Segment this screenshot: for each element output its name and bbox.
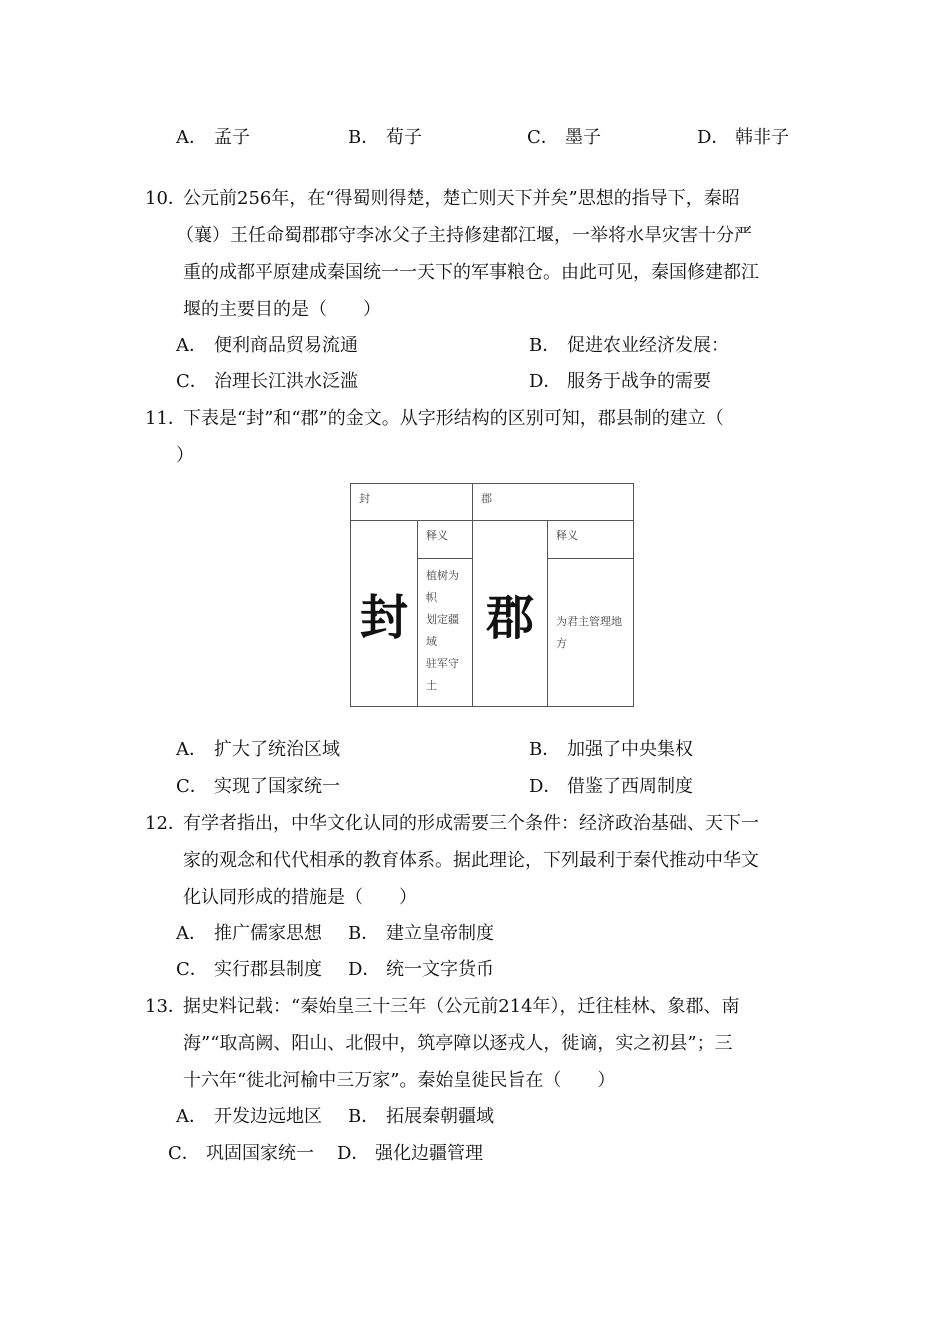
q10-option-b[interactable]: B． 促进农业经济发展：	[529, 335, 729, 356]
q11-option-c[interactable]: C． 实现了国家统一	[176, 776, 340, 797]
q12-stem-line: 家的观念和代代相承的教育体系。据此理论，下列最利于秦代推动中华文	[183, 850, 759, 871]
jinwen-table	[350, 483, 634, 707]
q10-stem-line: （襄）王任命蜀郡郡守李冰父子主持修建都江堰，一举将水旱灾害十分严	[176, 225, 752, 246]
q9-option-d[interactable]: D． 韩非子	[697, 127, 789, 148]
q12-stem-line: 有学者指出，中华文化认同的形成需要三个条件：经济政治基础、天下一	[183, 813, 759, 834]
q12-option-c[interactable]: C． 实行郡县制度	[176, 959, 322, 980]
q13-number: 13．	[145, 996, 186, 1017]
q10-stem-line: 重的成都平原建成秦国统一一天下的军事粮仓。由此可见，秦国修建都江	[183, 262, 759, 283]
meaning-label-feng: 释义	[418, 521, 473, 559]
table-header-jun: 郡	[473, 484, 634, 521]
table-header-feng: 封	[351, 484, 473, 521]
q13-option-c[interactable]: C． 巩固国家统一	[168, 1143, 314, 1164]
q12-option-b[interactable]: B． 建立皇帝制度	[348, 923, 494, 944]
q11-stem-line: ）	[176, 445, 194, 466]
q10-stem-line: 堰的主要目的是（ ）	[183, 299, 381, 320]
q9-option-b[interactable]: B． 荀子	[348, 127, 422, 148]
q9-option-c[interactable]: C． 墨子	[527, 127, 601, 148]
q10-option-a[interactable]: A． 便利商品贸易流通	[176, 335, 358, 356]
q13-option-d[interactable]: D． 强化边疆管理	[337, 1143, 483, 1164]
q10-stem-line: 公元前256年，在“得蜀则得楚，楚亡则天下并矣”思想的指导下，秦昭	[183, 188, 740, 209]
q12-option-d[interactable]: D． 统一文字货币	[348, 959, 494, 980]
q13-stem-line: 海”“取高阙、阳山、北假中，筑亭障以逐戎人，徙谪，实之初县”；三	[183, 1033, 733, 1054]
q10-number: 10．	[145, 188, 186, 209]
q13-stem-line: 据史料记载：“秦始皇三十三年（公元前214年），迁往桂林、象郡、南	[183, 996, 740, 1017]
q9-option-a[interactable]: A． 孟子	[176, 127, 250, 148]
q10-option-c[interactable]: C． 治理长江洪水泛滥	[176, 371, 358, 392]
q11-option-d[interactable]: D． 借鉴了西周制度	[529, 776, 693, 797]
q11-option-a[interactable]: A． 扩大了统治区域	[176, 739, 340, 760]
jun-glyph-image: 郡	[473, 521, 548, 707]
q13-option-b[interactable]: B． 拓展秦朝疆域	[348, 1106, 494, 1127]
q11-number: 11．	[145, 408, 186, 429]
q12-number: 12．	[145, 813, 186, 834]
q11-stem-line: 下表是“封”和“郡”的金文。从字形结构的区别可知，郡县制的建立（	[183, 408, 724, 429]
q11-option-b[interactable]: B． 加强了中央集权	[529, 739, 693, 760]
q13-stem-line: 十六年“徙北河榆中三万家”。秦始皇徙民旨在（ ）	[183, 1070, 616, 1091]
q12-option-a[interactable]: A． 推广儒家思想	[176, 923, 322, 944]
q13-option-a[interactable]: A． 开发边远地区	[176, 1106, 322, 1127]
meaning-text-feng: 植树为 帜 划定疆 域 驻军守 土	[418, 559, 473, 707]
meaning-text-jun: 为君主管理地 方	[548, 559, 634, 707]
q12-stem-line: 化认同形成的措施是（ ）	[183, 887, 417, 908]
q10-option-d[interactable]: D． 服务于战争的需要	[529, 371, 711, 392]
meaning-label-jun: 释义	[548, 521, 634, 559]
feng-glyph-image: 封	[351, 521, 418, 707]
